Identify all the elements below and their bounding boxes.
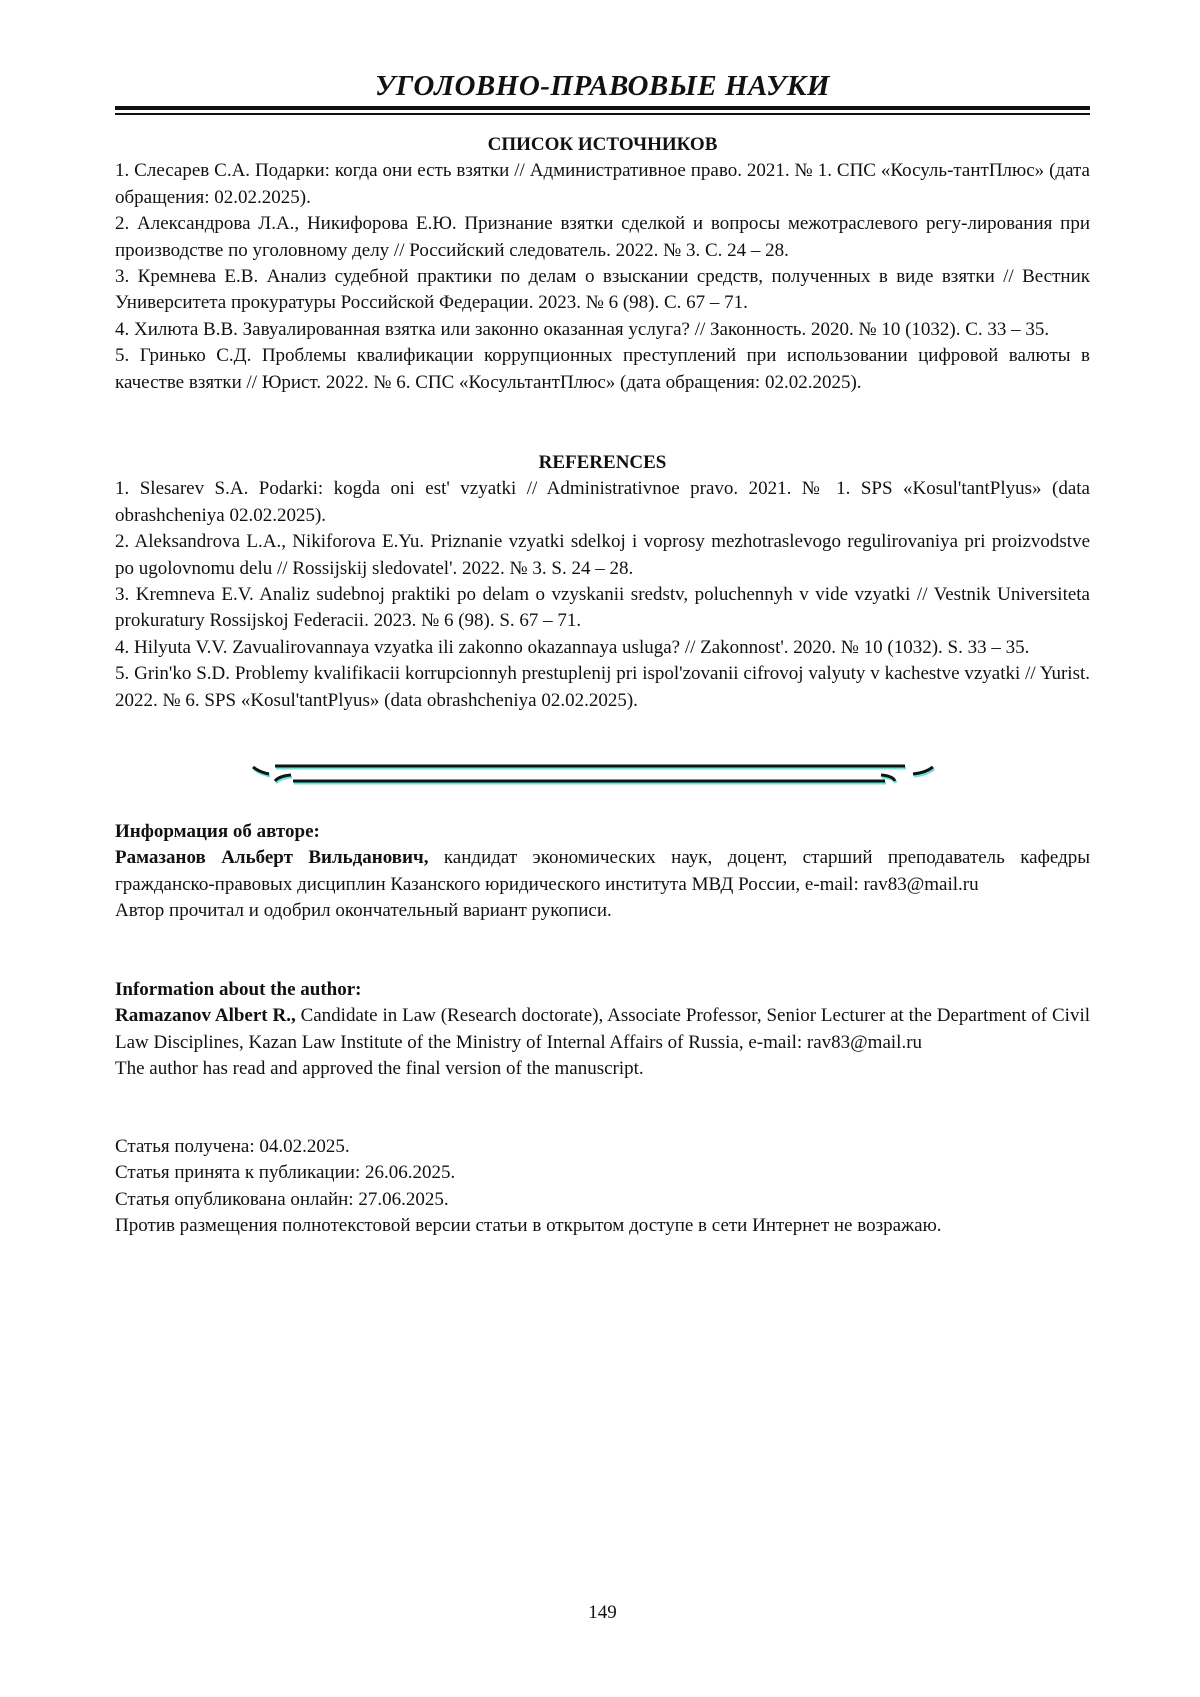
reference-item: 2. Aleksandrova L.A., Nikiforova E.Yu. Priznanie vzyatki sdelkoj i voprosy mezhotraslevogo regulirovaniya pri proizvodstve po ugolovnomu delu // Rossijskij sledovatel'. 2022. № 3. S. 24 – 28. bbox=[115, 531, 1090, 579]
date-published: Статья опубликована онлайн: 27.06.2025. bbox=[115, 1188, 449, 1210]
sources-heading: СПИСОК ИСТОЧНИКОВ bbox=[487, 134, 718, 155]
sources-section bbox=[115, 132, 1090, 396]
reference-item: 4. Hilyuta V.V. Zavualirovannaya vzyatka ili zakonno okazannaya usluga? // Zakonnost'. 2020. № 10 (1032). S. 33 – 35. bbox=[115, 636, 1030, 658]
open-access-consent: Против размещения полнотекстовой версии статьи в открытом доступе в сети Интернет не возражаю. bbox=[115, 1215, 942, 1237]
reference-item: 3. Kremneva E.V. Analiz sudebnoj praktiki po delam o vzyskanii sredstv, poluchennyh v vide vzyatki // Vestnik Universiteta prokuratury Rossijskoj Federacii. 2023. № 6 (98). S. 67 – 71. bbox=[115, 584, 1090, 632]
source-item: 3. Кремнева Е.В. Анализ судебной практики по делам о взыскании средств, полученных в виде взятки // Вестник Университета прокуратуры Российской Федерации. 2023. № 6 (98). С. 67 – 71. bbox=[115, 266, 1090, 314]
section-title: УГОЛОВНО-ПРАВОВЫЕ НАУКИ bbox=[375, 70, 830, 102]
author-info-en bbox=[115, 977, 1090, 1083]
references-section bbox=[115, 450, 1090, 714]
reference-item: 1. Slesarev S.A. Podarki: kogda oni est' vzyatki // Administrativnoe pravo. 2021. № 1. SPS «Kosul'tantPlyus» (data obrashcheniya 02.02.2025). bbox=[115, 478, 1090, 526]
author-name-ru: Рамазанов Альберт Вильданович, bbox=[115, 847, 429, 869]
author-name-en: Ramazanov Albert R., bbox=[115, 1005, 296, 1027]
source-item: 1. Слесарев С.А. Подарки: когда они есть взятки // Административное право. 2021. № 1. СПС «Косуль-тантПлюс» (дата обращения: 02.02.2025). bbox=[115, 160, 1090, 208]
date-accepted: Статья принята к публикации: 26.06.2025. bbox=[115, 1162, 456, 1184]
author-info-ru bbox=[115, 819, 1090, 925]
author-heading-en: Information about the author: bbox=[115, 979, 362, 1000]
author-approval-en: The author has read and approved the final version of the manuscript. bbox=[115, 1058, 644, 1080]
page-number: 149 bbox=[588, 1602, 617, 1623]
author-heading-ru: Информация об авторе: bbox=[115, 821, 320, 842]
article-dates bbox=[115, 1134, 1090, 1240]
source-item: 5. Гринько С.Д. Проблемы квалификации коррупционных преступлений при использовании цифровой валюты в качестве взятки // Юрист. 2022. № 6. СПС «КосультантПлюс» (дата обращения: 02.02.2025). bbox=[115, 345, 1090, 393]
ornamental-divider bbox=[245, 760, 955, 790]
author-details-en: Candidate in Law (Research doctorate), Associate Professor, Senior Lecturer at the Department of Civil Law Disciplines, Kazan Law Institute of the Ministry of Internal Affairs of Russia, e-mail: rav83@mail.ru bbox=[115, 1005, 1090, 1053]
header-rule bbox=[115, 106, 1090, 116]
references-heading: REFERENCES bbox=[538, 452, 667, 473]
date-received: Статья получена: 04.02.2025. bbox=[115, 1136, 350, 1157]
source-item: 4. Хилюта В.В. Завуалированная взятка или законно оказанная услуга? // Законность. 2020. № 10 (1032). С. 33 – 35. bbox=[115, 318, 1050, 340]
author-approval-ru: Автор прочитал и одобрил окончательный вариант рукописи. bbox=[115, 900, 612, 922]
source-item: 2. Александрова Л.А., Никифорова Е.Ю. Признание взятки сделкой и вопросы межотраслевого регу-лирования при производстве по уголовному делу // Российский следователь. 2022. № 3. С. 24 – 28. bbox=[115, 213, 1090, 261]
reference-item: 5. Grin'ko S.D. Problemy kvalifikacii korrupcionnyh prestuplenij pri ispol'zovanii cifrovoj valyuty v kachestve vzyatki // Yurist. 2022. № 6. SPS «Kosul'tantPlyus» (data obrashcheniya 02.02.2025). bbox=[115, 663, 1090, 711]
author-details-ru: кандидат экономических наук, доцент, старший преподаватель кафедры гражданско-правовых дисциплин Казанского юридического института МВД России, e-mail: rav83@mail.ru bbox=[115, 847, 1091, 895]
